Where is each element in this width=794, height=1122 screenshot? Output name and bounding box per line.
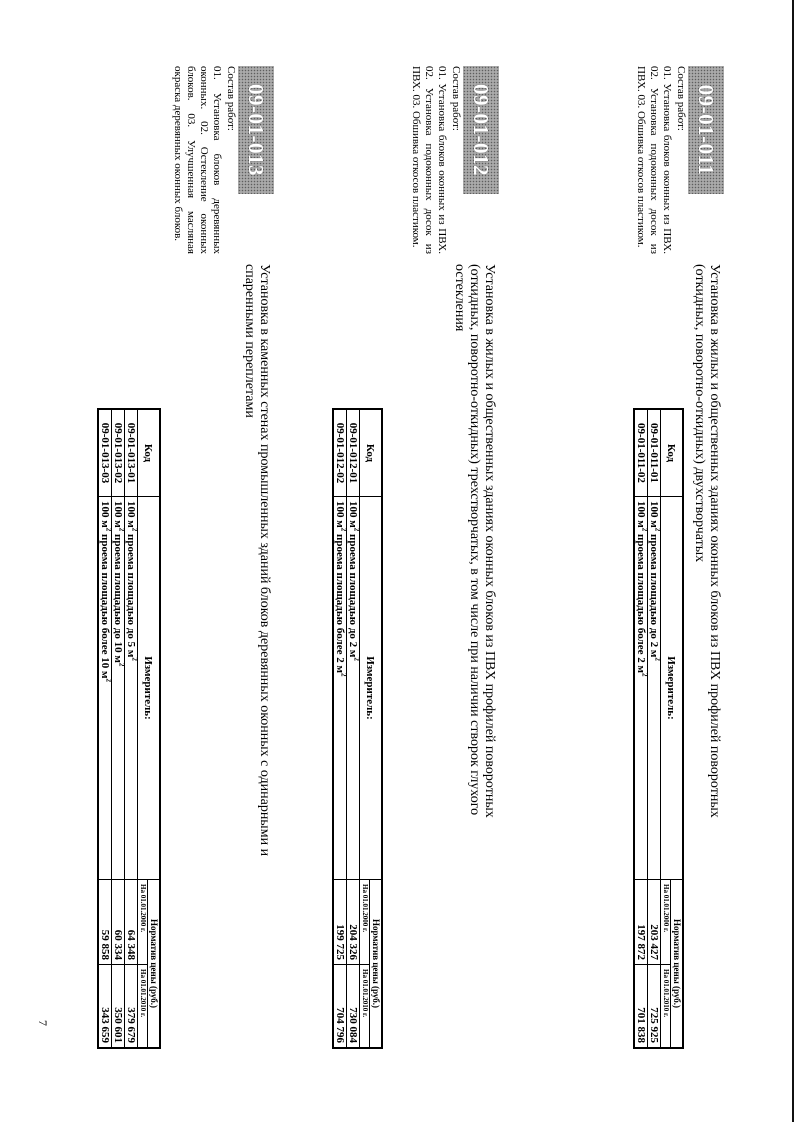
row-price-2000: 60 334 bbox=[112, 880, 125, 965]
section-code: 09-01-012 bbox=[463, 66, 499, 194]
header-measure: Измеритель: bbox=[360, 497, 383, 880]
row-price-2010: 725 925 bbox=[648, 965, 661, 1049]
section-title: Установка в жилых и общественных зданиях оконных блоков из ПВХ профилей поворотных (откидных, поворотно-откидных) трехстворчатых, в том числе при наличии створок глухого остекления bbox=[452, 264, 497, 818]
row-code: 09-01-011-02 bbox=[634, 409, 648, 497]
row-code: 09-01-012-02 bbox=[333, 409, 347, 497]
row-price-2000: 204 326 bbox=[347, 880, 360, 965]
row-measure: 100 $м^2$ проема площадью до 2 $м^2$ bbox=[648, 497, 661, 880]
work-composition-text: 01. Установка блоков оконных из ПВХ. 02. Установка подоконных досок из ПВХ. 03. Обшивка откосов пластиком. bbox=[635, 66, 673, 254]
row-measure: 100 $м^2$ проема площадью до 10 $м^2$ bbox=[112, 497, 125, 880]
row-price-2010: 343 659 bbox=[98, 965, 112, 1049]
work-composition-text: 01. Установка блоков деревянных оконных. 02. Остекление оконных блоков. 03. Улучшенная масляная окраска деревянных оконных блоков. bbox=[172, 66, 223, 254]
header-price-2000: На 01.01.2000 г. bbox=[661, 880, 671, 965]
row-price-2010: 701 838 bbox=[634, 965, 648, 1049]
section-title: Установка в каменных стенах промышленных зданий блоков деревянных оконных с одинарными и спаренными переплетами bbox=[242, 264, 272, 857]
header-price-group: Норматив цены (руб.) bbox=[148, 880, 161, 1049]
section-code: 09-01-011 bbox=[688, 66, 724, 194]
row-code: 09-01-011-01 bbox=[648, 409, 661, 497]
header-code: Код bbox=[138, 409, 161, 497]
row-measure: 100 $м^2$ проема площадью более 2 $м^2$ bbox=[634, 497, 648, 880]
row-price-2010: 350 601 bbox=[112, 965, 125, 1049]
row-measure: 100 $м^2$ проема площадью до 5 $м^2$ bbox=[125, 497, 138, 880]
header-price-2000: На 01.01.2000 г. bbox=[360, 880, 370, 965]
row-price-2010: 730 084 bbox=[347, 965, 360, 1049]
row-code: 09-01-013-02 bbox=[112, 409, 125, 497]
header-measure: Измеритель: bbox=[138, 497, 161, 880]
header-code: Код bbox=[360, 409, 383, 497]
row-price-2010: 704 796 bbox=[333, 965, 347, 1049]
row-price-2000: 64 348 bbox=[125, 880, 138, 965]
header-price-2000: На 01.01.2000 г. bbox=[138, 880, 148, 965]
table-row bbox=[125, 409, 138, 1048]
work-composition-label: Состав работ: bbox=[225, 66, 237, 131]
norm-table bbox=[97, 408, 161, 1049]
header-price-2010: На 01.01.2010 г. bbox=[661, 965, 671, 1049]
header-price-2010: На 01.01.2010 г. bbox=[360, 965, 370, 1049]
header-code: Код bbox=[661, 409, 684, 497]
header-price-2010: На 01.01.2010 г. bbox=[138, 965, 148, 1049]
work-composition-label: Состав работ: bbox=[450, 66, 462, 131]
header-price-group: Норматив цены (руб.) bbox=[671, 880, 684, 1049]
row-price-2000: 197 872 bbox=[634, 880, 648, 965]
row-price-2000: 59 858 bbox=[98, 880, 112, 965]
row-code: 09-01-012-01 bbox=[347, 409, 360, 497]
row-price-2000: 199 725 bbox=[333, 880, 347, 965]
row-price-2010: 379 679 bbox=[125, 965, 138, 1049]
header-measure: Измеритель: bbox=[661, 497, 684, 880]
norm-table bbox=[332, 408, 383, 1049]
norm-table bbox=[633, 408, 684, 1049]
table-row bbox=[648, 409, 661, 1048]
header-price-group: Норматив цены (руб.) bbox=[370, 880, 383, 1049]
section-code: 09-01-013 bbox=[238, 66, 274, 194]
table-row bbox=[347, 409, 360, 1048]
table-row bbox=[634, 409, 648, 1048]
row-measure: 100 $м^2$ проема площадью более 2 $м^2$ bbox=[333, 497, 347, 880]
work-composition-label: Состав работ: bbox=[675, 66, 687, 131]
table-row bbox=[112, 409, 125, 1048]
table-row bbox=[333, 409, 347, 1048]
row-measure: 100 $м^2$ проема площадью до 2 $м^2$ bbox=[347, 497, 360, 880]
table-row bbox=[98, 409, 112, 1048]
section-title: Установка в жилых и общественных зданиях оконных блоков из ПВХ профилей поворотных (откидных, поворотно-откидных) двухстворчатых bbox=[692, 264, 722, 818]
row-measure: 100 $м^2$ проема площадью более 10 $м^2$ bbox=[98, 497, 112, 880]
row-price-2000: 203 427 bbox=[648, 880, 661, 965]
row-code: 09-01-013-03 bbox=[98, 409, 112, 497]
page-number: 7 bbox=[36, 1020, 50, 1026]
work-composition-text: 01. Установка блоков оконных из ПВХ. 02. Установка подоконных досок из ПВХ. 03. Обшивка откосов пластиком. bbox=[410, 66, 448, 254]
row-code: 09-01-013-01 bbox=[125, 409, 138, 497]
